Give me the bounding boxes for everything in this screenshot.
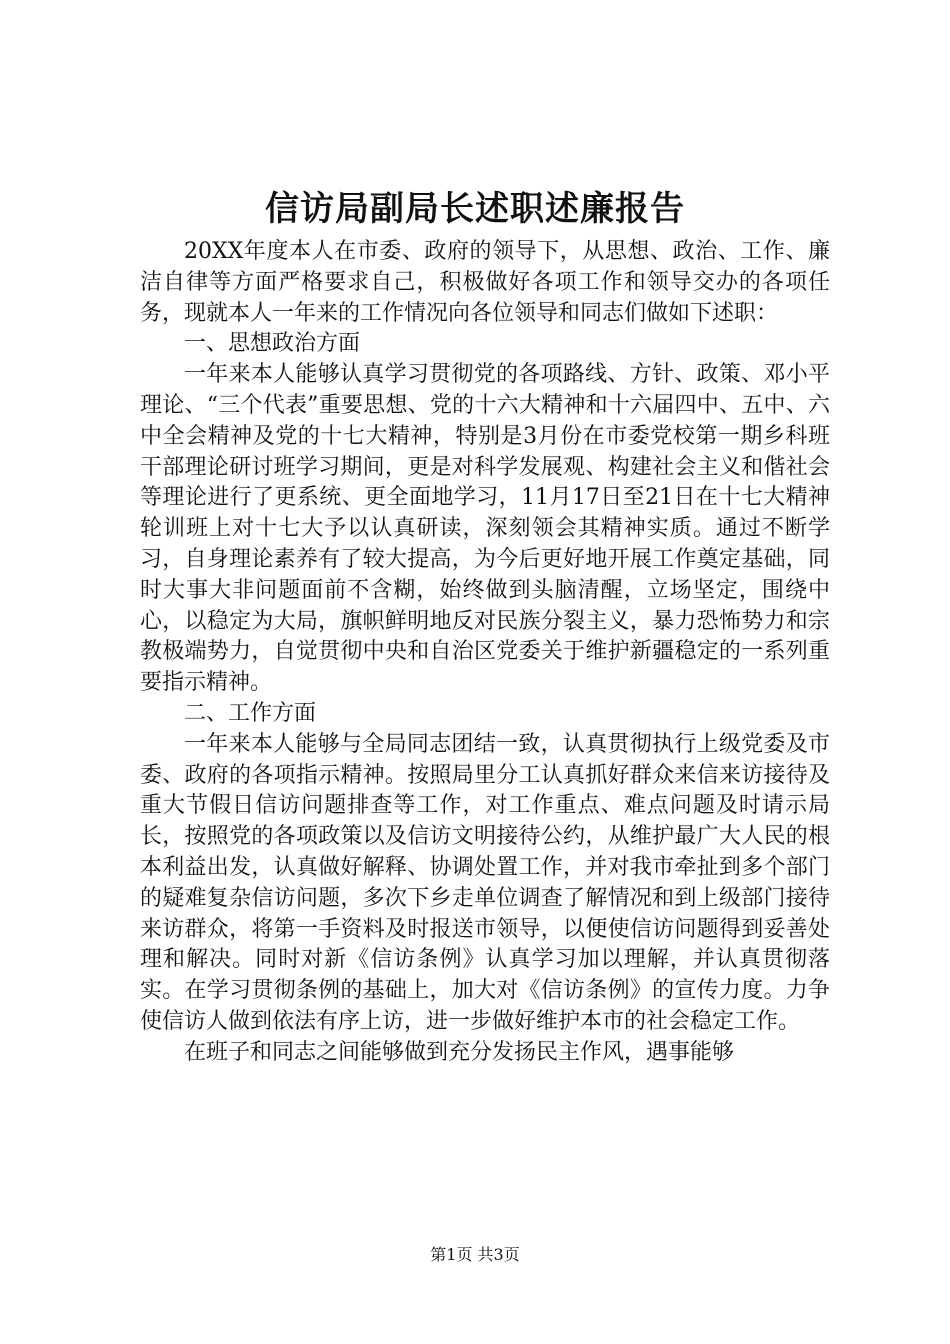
section-heading-work: 二、工作方面 xyxy=(184,700,317,726)
paragraph-ideology: 一年来本人能够认真学习贯彻党的各项路线、方针、政策、邓小平理论、“三个代表”重要思想、党的十六大精神和十六届四中、五中、六中全会精神及党的十七大精神，特别是3月份在市委党校第一期乡科班干部理论研讨班学习期间，更是对科学发展观、构建社会主义和偕社会等理论进行了更系统、更全面地学习，11月17日至21日在十七大精神轮训班上对十七大予以认真研读，深刻领会其精神实质。通过不断学习，自身理论素养有了较大提高，为今后更好地开展工作奠定基础，同时大事大非问题面前不含糊，始终做到头脑清醒，立场坚定，围绕中心，以稳定为大局，旗帜鲜明地反对民族分裂主义，暴力恐怖势力和宗教极端势力，自觉贯彻中央和自治区党委关于维护新疆稳定的一系列重要指示精神。 xyxy=(140,362,830,696)
paragraph-work: 一年来本人能够与全局同志团结一致，认真贯彻执行上级党委及市委、政府的各项指示精神。按照局里分工认真抓好群众来信来访接待及重大节假日信访问题排查等工作，对工作重点、难点问题及时请示局长，按照党的各项政策以及信访文明接待公约，从维护最广大人民的根本利益出发，认真做好解释、协调处置工作，并对我市牵扯到多个部门的疑难复杂信访问题，多次下乡走单位调查了解情况和到上级部门接待来访群众，将第一手资料及时报送市领导，以便使信访问题得到妥善处理和解决。同时对新《信访条例》认真学习加以理解，并认真贯彻落实。在学习贯彻条例的基础上，加大对《信访条例》的宣传力度。力争使信访人做到依法有序上访，进一步做好维护本市的社会稳定工作。 xyxy=(140,731,830,1034)
document-body xyxy=(140,237,830,1069)
document-title: 信访局副局长述职述廉报告 xyxy=(265,189,685,229)
paragraph-team: 在班子和同志之间能够做到充分发扬民主作风，遇事能够 xyxy=(184,1039,735,1065)
paragraph-intro: 20XX年度本人在市委、政府的领导下，从思想、政治、工作、廉洁自律等方面严格要求自己，积极做好各项工作和领导交办的各项任务，现就本人一年来的工作情况向各位领导和同志们做如下述职： xyxy=(140,239,830,326)
page-footer: 第1页 共3页 xyxy=(430,1245,520,1264)
section-heading-ideology: 一、思想政治方面 xyxy=(184,331,361,357)
